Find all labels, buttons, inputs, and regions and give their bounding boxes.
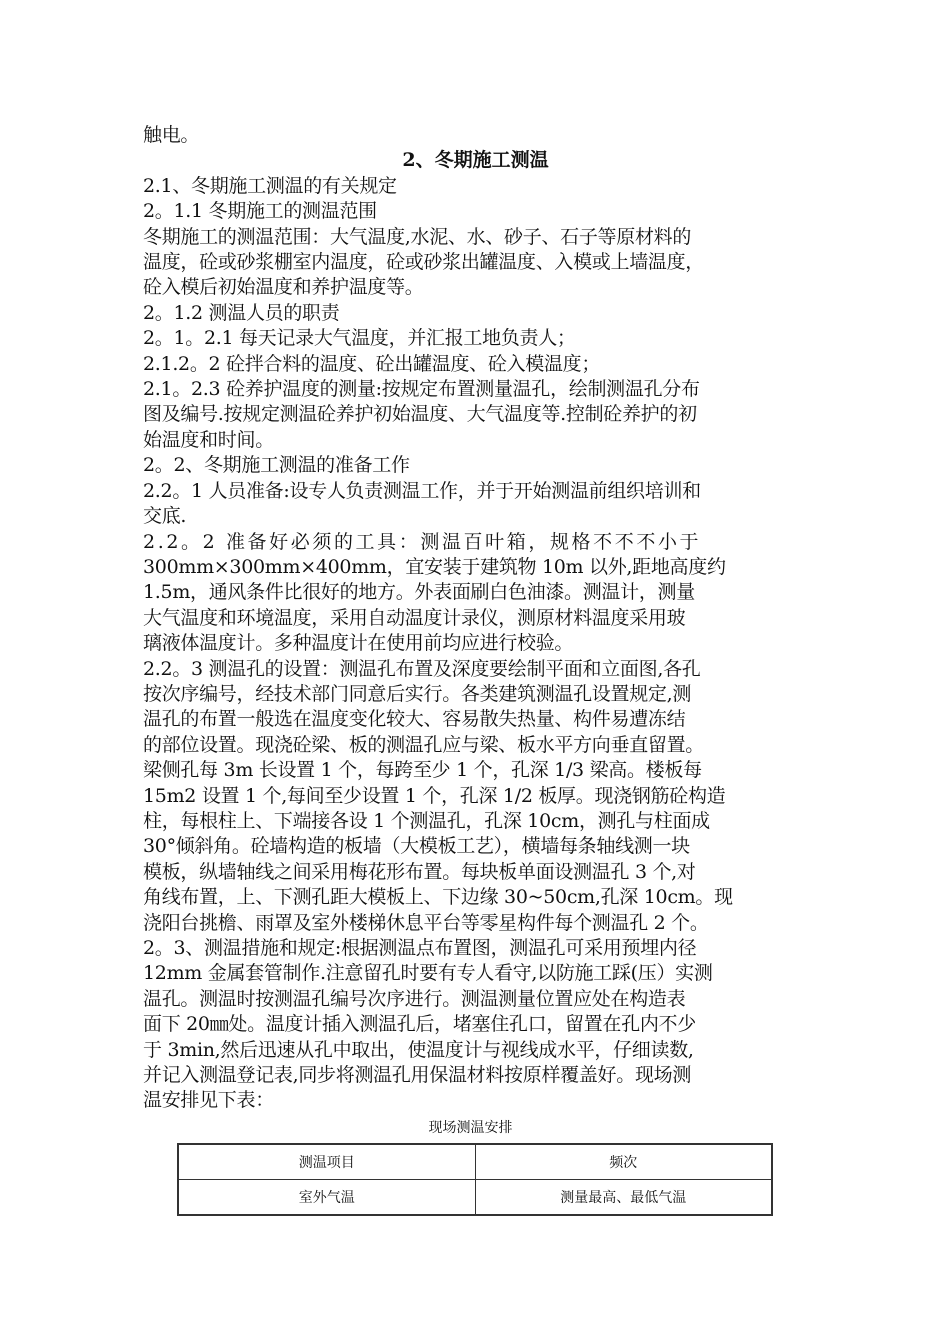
text-line: 15m2 设置 1 个,每间至少设置 1 个，孔深 1/2 板厚。现浇钢筋砼构造 [143, 784, 726, 807]
text-line: 2.1.2。2 砼拌合料的温度、砼出罐温度、砼入模温度； [143, 352, 601, 375]
text-line: 温安排见下表： [143, 1089, 274, 1112]
subsection-heading: 2.1、冬期施工测温的有关规定 [143, 174, 397, 197]
text-line: 始温度和时间。 [143, 428, 274, 451]
table-row [178, 1179, 772, 1215]
text-line: 1.5m，通风条件比很好的地方。外表面刷白色油漆。测温计，测量 [143, 581, 695, 604]
table-header-cell: 频次 [475, 1144, 772, 1180]
text-line: 交底. [143, 505, 187, 528]
text-line: 2.2。1 人员准备:设专人负责测温工作，并于开始测温前组织培训和 [143, 479, 701, 502]
text-line: 2。3、测温措施和规定:根据测温点布置图，测温孔可采用预埋内径 [143, 937, 697, 959]
text-line: 梁侧孔每 3m 长设置 1 个，每跨至少 1 个，孔深 1/3 梁高。楼板每 [143, 759, 702, 782]
text-line: 温孔的布置一般选在温度变化较大、容易散失热量、构件易遭冻结 [143, 708, 686, 731]
text-line: 图及编号.按规定测温砼养护初始温度、大气温度等.控制砼养护的初 [143, 403, 697, 426]
text-line: 冬期施工的测温范围：大气温度,水泥、水、砂子、石子等原材料的 [143, 225, 692, 248]
text-line: 面下 20㎜处。温度计插入测温孔后，堵塞住孔口，留置在孔内不少 [143, 1013, 696, 1036]
text-line: 按次序编号，经技术部门同意后实行。各类建筑测温孔设置规定,测 [143, 682, 692, 705]
text-line: 温孔。测温时按测温孔编号次序进行。测温测量位置应处在构造表 [143, 987, 686, 1010]
temperature-schedule-table [177, 1143, 773, 1216]
text-line: 2.1。2.3 砼养护温度的测量:按规定布置测量温孔，绘制测温孔分布 [143, 378, 700, 401]
text-line: 模板，纵墙轴线之间采用梅花形布置。每块板单面设测温孔 3 个,对 [143, 860, 696, 883]
text-line: 砼入模后初始温度和养护温度等。 [143, 276, 424, 299]
text-line: 大气温度和环境温度，采用自动温度计录仪，测原材料温度采用玻 [143, 606, 686, 629]
table-cell: 室外气温 [178, 1179, 475, 1215]
text-line: 2.2。2 准备好必须的工具：测温百叶箱，规格不不不小于 [143, 530, 702, 553]
text-line: 的部位设置。现浇砼梁、板的测温孔应与梁、板水平方向垂直留置。 [143, 733, 705, 756]
text-line: 30°倾斜角。砼墙构造的板墙（大模板工艺），横墙每条轴线测一块 [143, 835, 690, 858]
text-line: 角线布置，上、下测孔距大模板上、下边缘 30~50cm,孔深 10cm。现 [143, 886, 733, 909]
subsection-heading: 2。2、冬期施工测温的准备工作 [143, 454, 410, 477]
table-header-cell: 测温项目 [178, 1144, 475, 1180]
table-cell: 测量最高、最低气温 [475, 1179, 772, 1215]
text-line: 温度，砼或砂浆棚室内温度，砼或砂浆出罐温度、入模或上墙温度， [143, 251, 705, 274]
text-line: 300mm×300mm×400mm，宜安装于建筑物 10m 以外,距地高度约 [143, 555, 726, 578]
text-line: 并记入测温登记表,同步将测温孔用保温材料按原样覆盖好。现场测 [143, 1064, 692, 1087]
table-header-row [178, 1144, 772, 1180]
text-line: 12mm 金属套管制作.注意留孔时要有专人看守,以防施工踩(压）实测 [143, 962, 713, 985]
text-line: 2。1。2.1 每天记录大气温度，并汇报工地负责人； [143, 327, 576, 350]
table-caption: 现场测温安排 [428, 1119, 513, 1136]
text-line: 浇阳台挑檐、雨罩及室外楼梯休息平台等零星构件每个测温孔 2 个。 [143, 911, 709, 934]
text-line: 触电。 [143, 124, 200, 146]
document-page [143, 123, 808, 1216]
section-heading: 2、冬期施工测温 [402, 149, 549, 172]
text-line: 2.2。3 测温孔的设置：测温孔布置及深度要绘制平面和立面图,各孔 [143, 657, 701, 680]
text-line: 于 3min,然后迅速从孔中取出，使温度计与视线成水平，仔细读数, [143, 1038, 694, 1061]
subsection-heading: 2。1.2 测温人员的职责 [143, 301, 340, 324]
text-line: 柱，每根柱上、下端接各设 1 个测温孔，孔深 10cm，测孔与柱面成 [143, 809, 710, 832]
text-line: 璃液体温度计。多种温度计在使用前均应进行校验。 [143, 632, 574, 655]
subsection-heading: 2。1.1 冬期施工的测温范围 [143, 200, 377, 223]
